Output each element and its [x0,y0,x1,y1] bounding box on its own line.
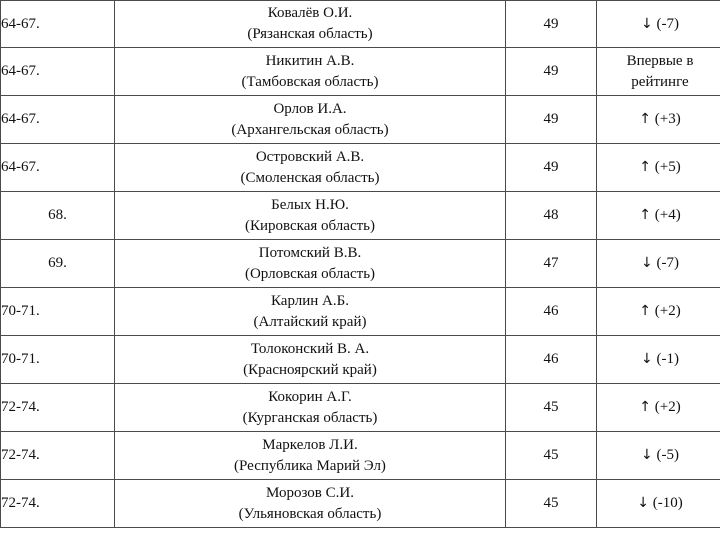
score-cell: 49 [506,1,597,48]
person-cell [115,1,506,48]
change-cell [597,48,720,96]
person-region: (Смоленская область) [240,169,380,186]
rank-cell: 72-74. [1,480,115,528]
score-cell: 49 [506,144,597,192]
arrow-up-icon: ↑ [639,159,652,175]
person-cell [115,96,506,144]
person-name: Никитин А.В. [265,52,355,69]
person-region: (Кировская область) [245,217,375,234]
table-row [1,144,720,192]
person-cell [115,48,506,96]
change-value: (+4) [654,207,681,223]
change-value: (-7) [656,15,679,32]
arrow-up-icon: ↑ [639,207,652,223]
change-value: (-1) [656,351,679,367]
table-row [1,240,720,288]
change-value: (+2) [654,303,681,319]
change-cell [597,144,720,192]
person-region: (Курганская область) [242,409,378,426]
change-value: (+3) [654,111,681,127]
person-name: Белых Н.Ю. [271,196,349,213]
rank-cell: 64-67. [1,96,115,144]
arrow-up-icon: ↑ [639,303,652,319]
rank-cell: 72-74. [1,384,115,432]
score-cell: 45 [506,480,597,528]
person-cell [115,192,506,240]
person-name: Островский А.В. [255,148,365,165]
person-name: Потомский В.В. [258,244,362,261]
person-region: (Красноярский край) [243,361,377,378]
person-region: (Алтайский край) [253,313,367,330]
person-name: Карлин А.Б. [270,292,349,309]
change-cell [597,1,720,48]
change-cell [597,480,720,528]
table-row [1,288,720,336]
person-name: Морозов С.И. [266,484,354,501]
arrow-down-icon: ↓ [641,255,653,271]
arrow-up-icon: ↑ [639,399,652,415]
person-region: (Ульяновская область) [238,505,382,522]
table-row [1,480,720,528]
table-row [1,336,720,384]
person-region: (Республика Марий Эл) [234,457,386,474]
person-region: (Орловская область) [244,265,376,282]
score-cell: 46 [506,336,597,384]
score-cell: 45 [506,432,597,480]
table-row [1,48,720,96]
arrow-down-icon: ↓ [641,447,653,463]
change-cell [597,96,720,144]
person-cell [115,480,506,528]
change-value: (-7) [656,255,679,271]
rank-cell: 64-67. [1,48,115,96]
person-name: Орлов И.А. [273,100,347,117]
change-value: (+2) [654,399,681,415]
person-name: Толоконский В. А. [250,340,370,357]
change-value: (-10) [652,495,683,511]
person-region: (Тамбовская область) [241,73,379,90]
change-cell [597,432,720,480]
person-cell [115,384,506,432]
arrow-up-icon: ↑ [639,111,652,127]
arrow-down-icon: ↓ [641,15,653,32]
score-cell: 45 [506,384,597,432]
person-cell [115,336,506,384]
person-name: Кокорин А.Г. [268,388,352,405]
person-region: (Рязанская область) [247,26,373,42]
rank-cell: 68. [1,192,115,240]
person-cell [115,144,506,192]
change-value: (+5) [654,159,681,175]
change-value: Впервые в рейтинге [626,52,694,90]
change-cell [597,192,720,240]
change-cell [597,240,720,288]
rank-cell: 64-67. [1,144,115,192]
arrow-down-icon: ↓ [641,351,653,367]
table-row [1,1,720,48]
table-row [1,192,720,240]
person-cell [115,288,506,336]
change-cell [597,288,720,336]
rank-cell: 70-71. [1,336,115,384]
person-region: (Архангельская область) [231,121,389,138]
rank-cell: 64-67. [1,1,115,48]
rank-cell: 70-71. [1,288,115,336]
person-name: Ковалёв О.И. [267,5,353,21]
table-row [1,432,720,480]
person-name: Маркелов Л.И. [262,436,358,453]
score-cell: 49 [506,48,597,96]
score-cell: 47 [506,240,597,288]
change-value: (-5) [656,447,679,463]
score-cell: 48 [506,192,597,240]
change-cell [597,384,720,432]
rank-cell: 72-74. [1,432,115,480]
rating-table-body [1,1,720,528]
table-row [1,96,720,144]
score-cell: 46 [506,288,597,336]
arrow-down-icon: ↓ [637,495,649,511]
rank-cell: 69. [1,240,115,288]
table-row [1,384,720,432]
person-cell [115,240,506,288]
score-cell: 49 [506,96,597,144]
person-cell [115,432,506,480]
change-cell [597,336,720,384]
